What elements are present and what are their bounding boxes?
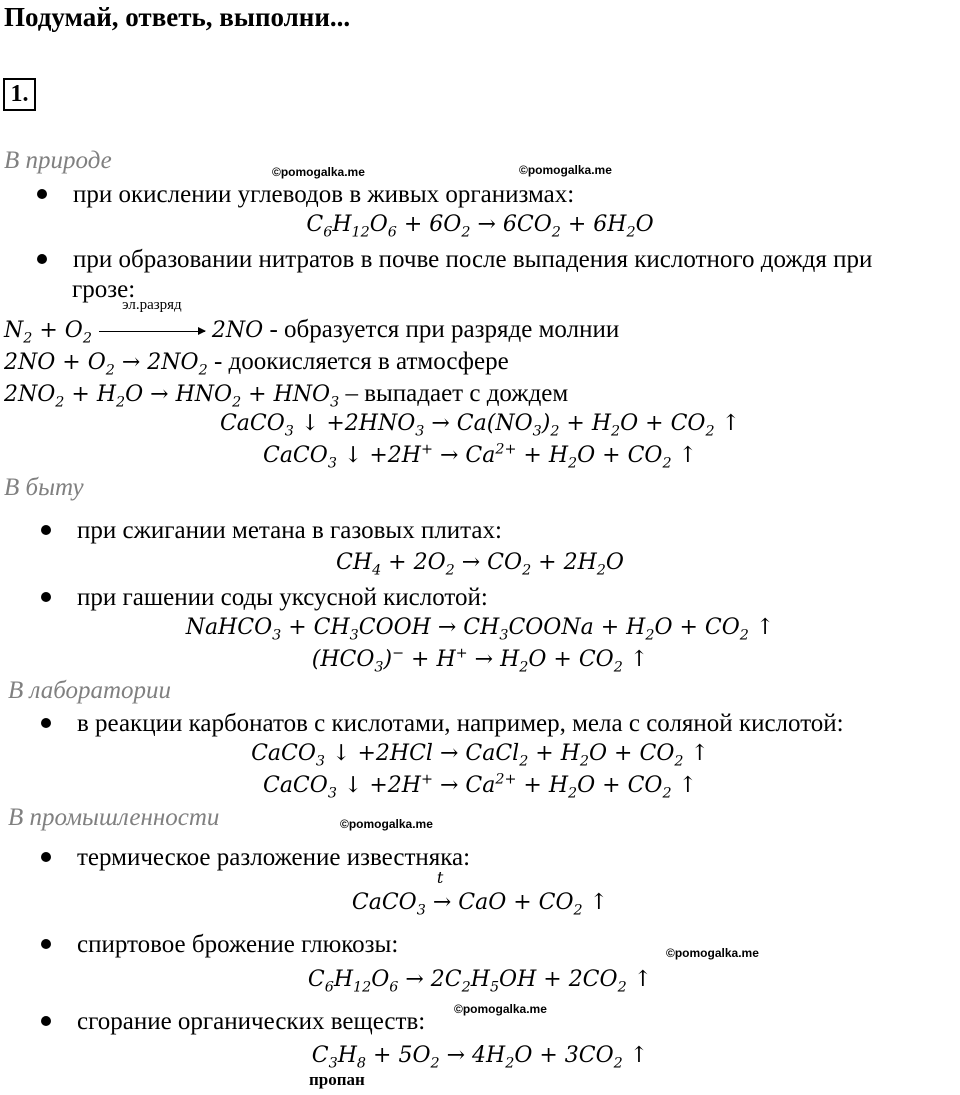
equation: $2NO + O_2 \to 2NO_2$ - доокисляется в атмосфере <box>4 348 509 379</box>
bullet-dot <box>41 525 51 535</box>
watermark: ©pomogalka.me <box>272 165 365 179</box>
task-number: 1. <box>3 78 36 111</box>
bullet-text: сгорание органических веществ: <box>77 1008 426 1035</box>
bullet-text: в реакции карбонатов с кислотами, например, мела с соляной кислотой: <box>77 710 844 737</box>
equation-note: - образуется при разряде молнии <box>263 316 620 343</box>
equation: $CH_4 + 2O_2 \to CO_2 + 2H_2O$ <box>336 550 624 579</box>
bullet-text: при образовании нитратов в почве после выпадения кислотного дождя при <box>73 246 873 273</box>
bullet-item <box>41 710 844 738</box>
bullet-item <box>41 1008 425 1036</box>
equation: $C_3H_8 + 5O_2 \to 4H_2O + 3CO_2$ ↑ <box>311 1043 649 1072</box>
propane-label: пропан <box>309 1070 365 1089</box>
bullet-dot <box>41 1016 51 1026</box>
equation: $C_6H_{12}O_6 + 6O_2 \to 6CO_2 + 6H_2O$ <box>306 212 654 241</box>
equation: $C_6H_{12}O_6 \to 2C_2H_5OH + 2CO_2$ ↑ <box>307 967 653 996</box>
bullet-dot <box>41 939 51 949</box>
equation: CaCO$_3$ ↓ $+2H^+ \to Ca^{2+} + H_2O + CO_2$ ↑ <box>262 771 698 802</box>
bullet-dot <box>41 592 51 602</box>
equation: CaCO$_3$ ↓ +2HCl → CaCl$_2$ + $H_2O + CO_2$ ↑ <box>251 741 709 770</box>
watermark: ©pomogalka.me <box>340 817 433 831</box>
bullet-text: при окислении углеводов в живых организмах: <box>73 181 575 208</box>
bullet-dot <box>37 189 47 199</box>
watermark: ©pomogalka.me <box>519 163 612 177</box>
equation-note: – выпадает с дождем <box>339 380 569 407</box>
bullet-dot <box>37 254 47 264</box>
equation: $(HCO_3)^- + H^+ \to H_2O + CO_2$ ↑ <box>311 645 649 676</box>
equation: CaCO$_3$ t → CaO + $CO_2$ ↑ <box>351 868 609 919</box>
equation: $2NO_2 + H_2O \to HNO_2 + HNO_3$ – выпадает с дождем <box>4 380 569 411</box>
bullet-text: при сжигании метана в газовых плитах: <box>77 517 502 544</box>
bullet-item <box>37 246 872 274</box>
bullet-item <box>37 181 574 209</box>
bullet-dot <box>41 852 51 862</box>
section-industry: В промышленности <box>8 804 220 831</box>
equation: CaCO$_3$ ↓ $+2HNO_3 \to Ca(NO_3)_2 + H_2O + CO_2$ ↑ <box>219 411 741 440</box>
page-title: Подумай, ответь, выполни... <box>4 2 351 32</box>
bullet-dot <box>41 718 51 728</box>
bullet-item <box>41 931 398 959</box>
section-lab: В лаборатории <box>8 677 172 704</box>
bullet-text: при гашении соды уксусной кислотой: <box>77 584 488 611</box>
equation-note: - доокисляется в атмосфере <box>207 348 509 375</box>
equation: $N_2 + O_2$ эл.разряд 2NO - образуется при разряде молнии <box>4 297 620 347</box>
discharge-label: эл.разряд <box>122 297 182 313</box>
bullet-text: спиртовое брожение глюкозы: <box>77 931 399 958</box>
watermark: ©pomogalka.me <box>666 946 759 960</box>
bullet-text-continued: грозе: <box>72 276 136 303</box>
equation: NaHCO$_3$ + $CH_3COOH$ → $CH_3COONa + H_2O + CO_2$ ↑ <box>185 615 775 644</box>
watermark: ©pomogalka.me <box>454 1002 547 1016</box>
bullet-item <box>41 844 470 872</box>
section-home: В быту <box>4 474 84 501</box>
equation: CaCO$_3$ ↓ $+2H^+ \to Ca^{2+} + H_2O + CO_2$ ↑ <box>262 441 698 472</box>
arrow <box>99 331 205 332</box>
bullet-item <box>41 517 502 545</box>
section-nature: В природе <box>4 147 112 174</box>
temperature-label: t <box>436 868 444 887</box>
bullet-item <box>41 584 488 612</box>
bullet-text: термическое разложение известняка: <box>77 844 471 871</box>
